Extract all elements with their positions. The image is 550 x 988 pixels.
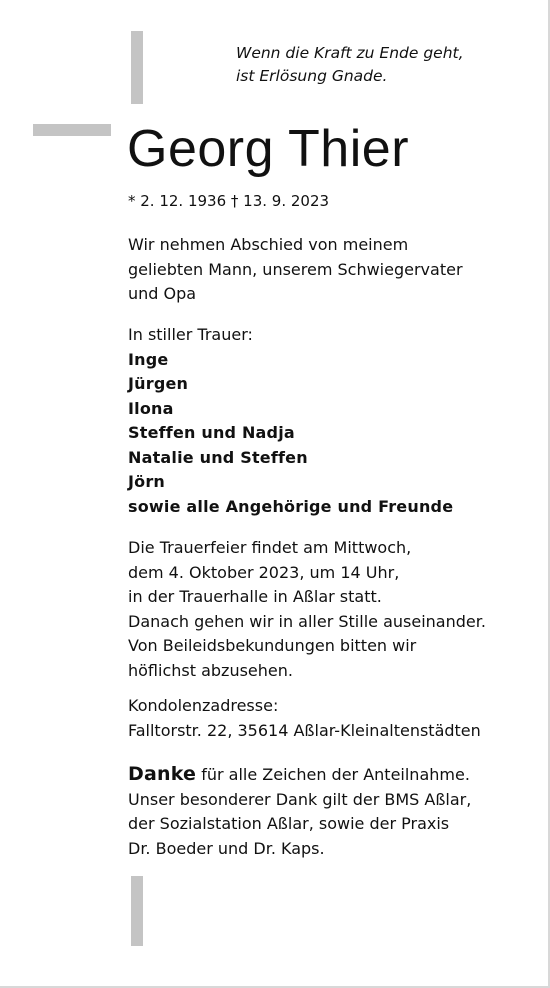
ceremony-line: in der Trauerhalle in Aßlar statt. — [128, 587, 382, 606]
motto-line-2: ist Erlösung Gnade. — [236, 67, 388, 85]
mourner-name: Jürgen — [128, 374, 189, 393]
thanks-first-line — [128, 762, 471, 788]
mourner-name: Steffen und Nadja — [128, 423, 295, 442]
mourner-name: Natalie und Steffen — [128, 447, 308, 467]
farewell-line: Wir nehmen Abschied von meinem — [128, 235, 409, 254]
farewell-line: und Opa — [128, 284, 197, 303]
ceremony-line: Von Beileidsbekundungen bitten wir — [128, 636, 417, 655]
farewell-text — [128, 233, 463, 307]
cross-vertical-bottom — [131, 876, 143, 946]
farewell-line: geliebten Mann, unserem Schwiegervater — [128, 259, 463, 279]
ceremony-line: höflichst abzusehen. — [128, 660, 293, 680]
mourner-name: Inge — [128, 349, 169, 369]
ceremony-info — [128, 536, 486, 683]
deceased-name: Georg Thier — [127, 120, 410, 178]
thanks-section — [128, 762, 471, 861]
mourner-name: sowie alle Angehörige und Freunde — [128, 496, 454, 516]
thanks-line: Unser besonderer Dank gilt der BMS Aßlar, — [128, 789, 472, 809]
cross-horizontal-bar — [33, 124, 111, 136]
mourners-intro: In stiller Trauer: — [128, 325, 253, 344]
ceremony-line: Die Trauerfeier findet am Mittwoch, — [128, 538, 412, 557]
thanks-line: Dr. Boeder und Dr. Kaps. — [128, 838, 325, 858]
cross-vertical-top — [131, 31, 143, 104]
life-dates: * 2. 12. 1936 † 13. 9. 2023 — [128, 192, 330, 210]
thanks-first-line-rest: für alle Zeichen der Anteilnahme. — [196, 765, 470, 784]
thanks-heading: Danke — [128, 763, 197, 785]
motto — [236, 42, 536, 88]
mourner-name: Ilona — [128, 398, 174, 418]
ceremony-line: dem 4. Oktober 2023, um 14 Uhr, — [128, 562, 400, 582]
mourner-name: Jörn — [128, 472, 166, 491]
ceremony-line: Danach gehen wir in aller Stille auseinander. — [128, 611, 486, 631]
condolence-address — [128, 694, 481, 743]
mourners-list — [128, 323, 453, 519]
thanks-line: der Sozialstation Aßlar, sowie der Praxis — [128, 814, 450, 833]
condolence-label: Kondolenzadresse: — [128, 696, 279, 715]
motto-line-1: Wenn die Kraft zu Ende geht, — [236, 44, 464, 62]
condolence-street: Falltorstr. 22, 35614 Aßlar-Kleinaltenstädten — [128, 720, 481, 740]
